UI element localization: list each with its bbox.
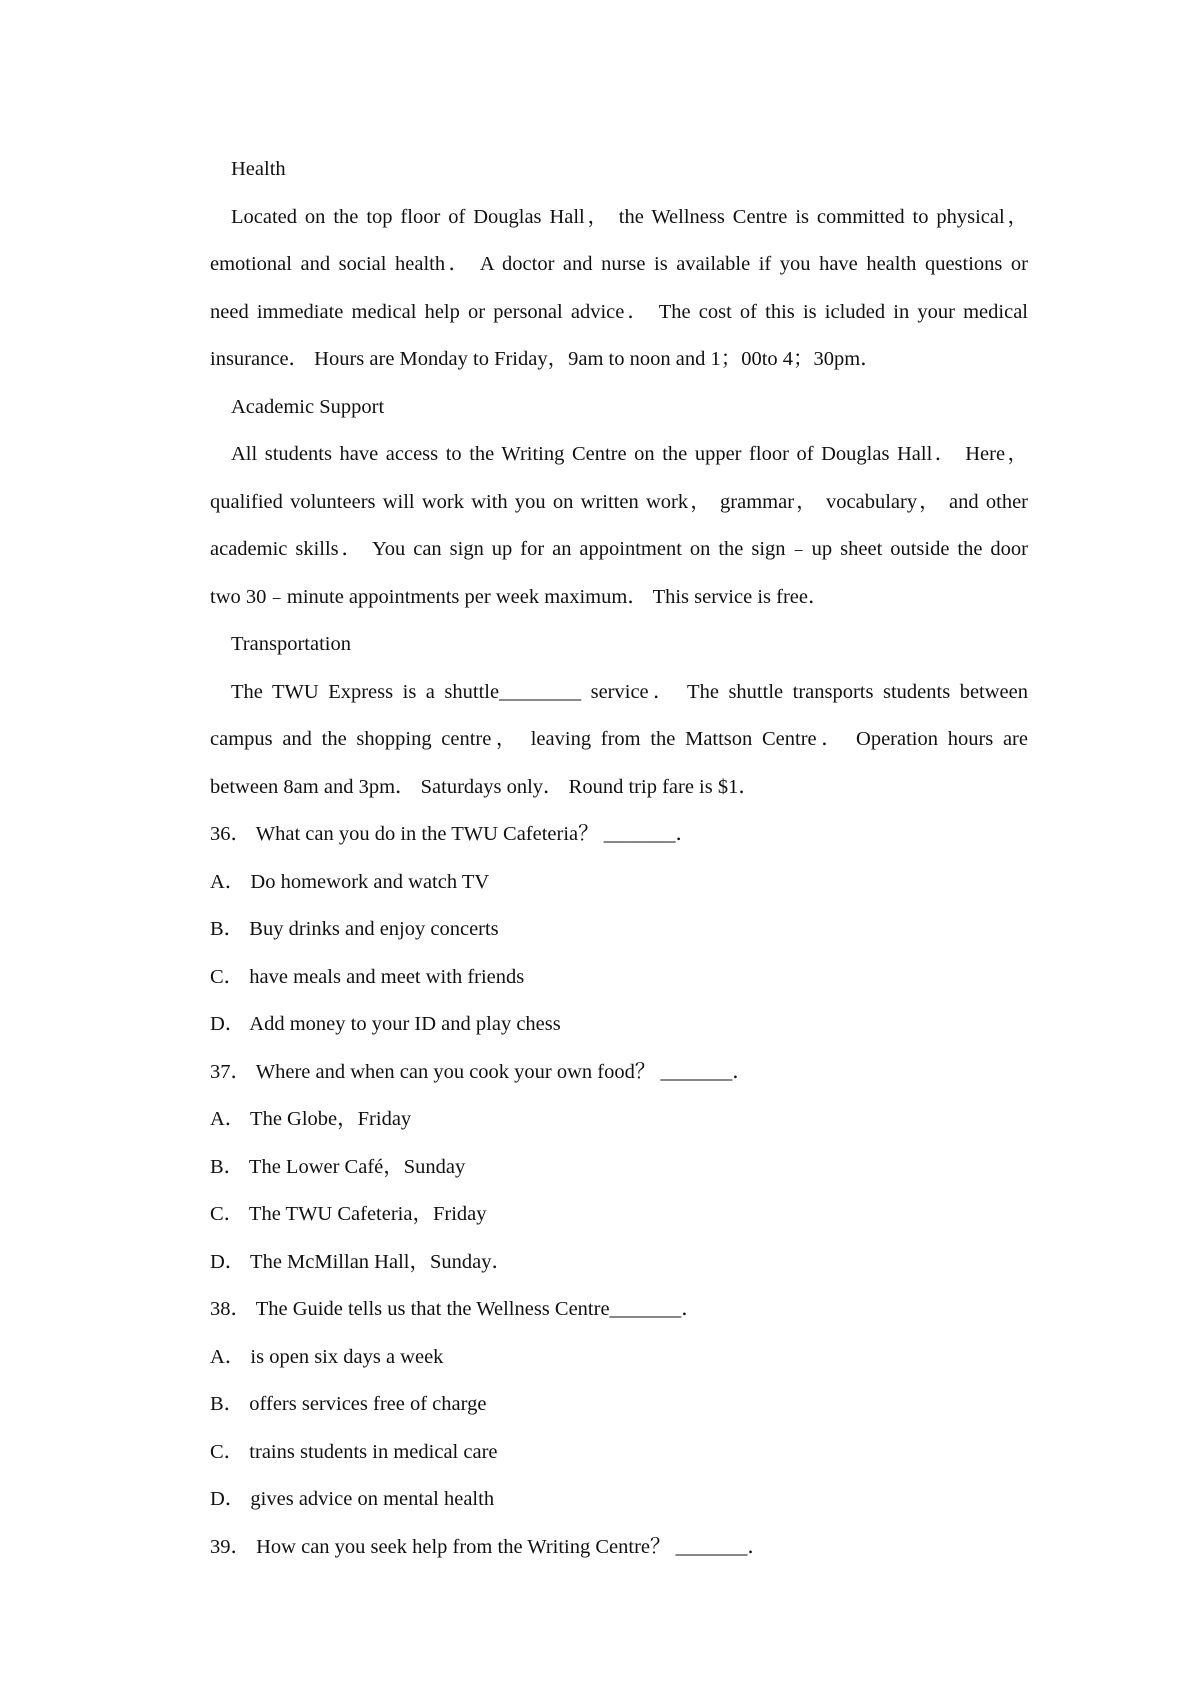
question-stem-39: 39． How can you seek help from the Writing Centre？ _______． [210,1535,768,1558]
answer-option: C． trains students in medical care [210,1440,498,1463]
answer-option: A． is open six days a week [210,1345,444,1368]
paragraph-line: campus and the shopping centre， leaving from the Mattson Centre． Operation hours are [210,728,1028,750]
answer-option: D． gives advice on mental health [210,1488,495,1510]
answer-option: C． have meals and meet with friends [210,965,525,988]
paragraph-line: need immediate medical help or personal advice． The cost of this is icluded in your medical [210,300,1028,323]
question-stem-38: 38． The Guide tells us that the Wellness Centre_______． [210,1298,702,1320]
paragraph-line: emotional and social health． A doctor and nurse is available if you have health questions or [210,253,1028,275]
section-heading-health: Health [231,158,286,180]
paragraph-line: between 8am and 3pm． Saturdays only． Round trip fare is $1． [210,775,759,798]
paragraph-line: All students have access to the Writing Centre on the upper floor of Douglas Hall． Here， [231,443,1028,465]
paragraph-line: qualified volunteers will work with you on written work， grammar， vocabulary， and other [210,490,1028,513]
paragraph-line: insurance． Hours are Monday to Friday，9am to noon and 1；00to 4；30pm． [210,348,881,370]
answer-option: A． Do homework and watch TV [210,870,490,893]
answer-option: B． Buy drinks and enjoy concerts [210,918,499,940]
question-stem-37: 37． Where and when can you cook your own food？ _______． [210,1060,753,1083]
answer-option: B． offers services free of charge [210,1393,487,1415]
section-heading-transportation: Transportation [231,633,351,655]
answer-option: B． The Lower Café，Sunday [210,1155,466,1178]
question-stem-36: 36． What can you do in the TWU Cafeteria？ _______． [210,823,697,845]
answer-option: A． The Globe，Friday [210,1108,412,1130]
section-heading-academic-support: Academic Support [231,395,385,418]
paragraph-line: Located on the top floor of Douglas Hall， the Wellness Centre is committed to physical， [231,205,1028,228]
paragraph-line: The TWU Express is a shuttle________ service． The shuttle transports students between [231,680,1028,703]
paragraph-line: two 30﹣minute appointments per week maximum． This service is free． [210,585,829,608]
paragraph-line: academic skills． You can sign up for an appointment on the sign﹣up sheet outside the door [210,538,1028,560]
answer-option: D． The McMillan Hall，Sunday． [210,1250,512,1273]
answer-option: C． The TWU Cafeteria，Friday [210,1203,487,1225]
answer-option: D． Add money to your ID and play chess [210,1013,561,1035]
document-page [210,146,1028,1571]
